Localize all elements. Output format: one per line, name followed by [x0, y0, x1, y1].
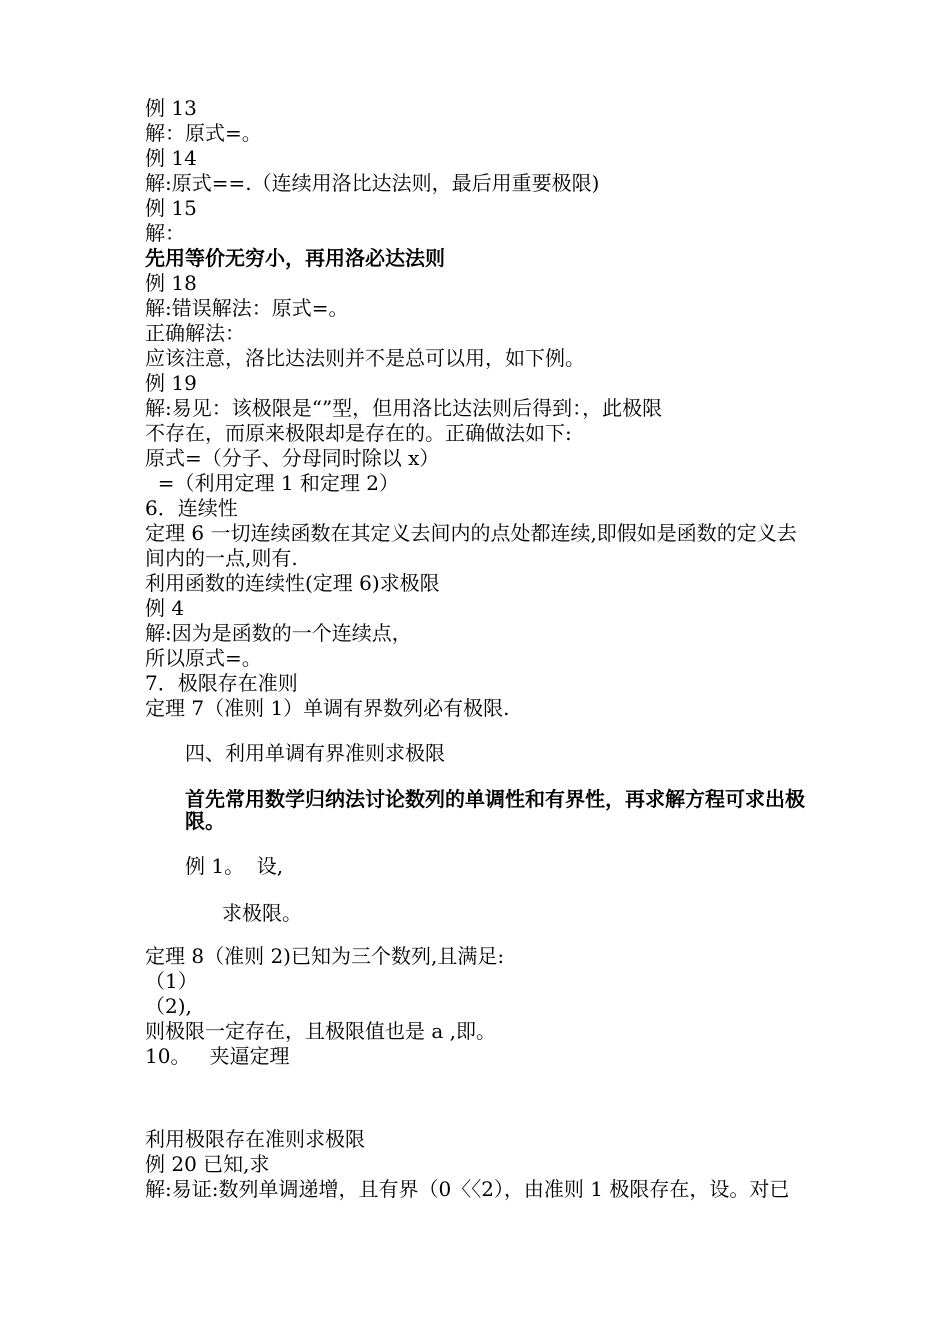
- solution-text: 解:易见：该极限是“”型，但用洛比达法则后得到：，此极限: [145, 396, 663, 420]
- solution-text: 所以原式=。: [145, 646, 262, 670]
- body-text: 则极限一定存在，且极限值也是 a ,即。: [145, 1019, 496, 1043]
- document-page: [145, 96, 810, 1202]
- note-text: 应该注意，洛比达法则并不是总可以用，如下例。: [145, 346, 585, 370]
- example-1-task: 求极限。: [222, 901, 302, 925]
- theorem-6-text: 定理 6 一切连续函数在其定义去间内的点处都连续,即假如是函数的定义去间内的一点,则有.: [145, 521, 797, 570]
- example-20-heading: 例 20 已知,求: [145, 1152, 270, 1176]
- body-text: 利用函数的连续性(定理 6)求极限: [145, 571, 440, 595]
- example-15-heading: 例 15: [145, 196, 197, 220]
- body-text: 利用极限存在准则求极限: [145, 1127, 365, 1151]
- section-heading-squeeze: 10。 夹逼定理: [145, 1044, 290, 1068]
- solution-text: 解:易证:数列单调递增，且有界（0〈〈2），由准则 1 极限存在，设。对已: [145, 1177, 790, 1201]
- condition-2: （2),: [145, 994, 192, 1018]
- solution-text: 不存在，而原来极限却是存在的。正确做法如下:: [145, 421, 572, 445]
- solution-text: 解：: [145, 221, 185, 245]
- example-13-heading: 例 13: [145, 96, 197, 120]
- solution-text: 解：原式=。: [145, 121, 262, 145]
- section-heading-four: 四、利用单调有界准则求极限: [185, 741, 445, 765]
- correct-solution-label: 正确解法：: [145, 321, 245, 345]
- theorem-8-text: 定理 8（准则 2)已知为三个数列,且满足:: [145, 944, 505, 968]
- section-heading-continuity: 6．连续性: [145, 496, 238, 520]
- example-14-heading: 例 14: [145, 146, 197, 170]
- solution-text: 解:原式==.（连续用洛比达法则，最后用重要极限): [145, 171, 600, 195]
- solution-text: 解:因为是函数的一个连续点，: [145, 621, 412, 645]
- wrong-solution-text: 解:错误解法：原式=。: [145, 296, 349, 320]
- example-4-heading: 例 4: [145, 596, 185, 620]
- theorem-7-text: 定理 7（准则 1）单调有界数列必有极限.: [145, 696, 510, 720]
- section-heading-limit-criteria: 7．极限存在准则: [145, 671, 298, 695]
- condition-1: （1）: [145, 969, 198, 993]
- solution-text: 原式=（分子、分母同时除以 x）: [145, 446, 440, 470]
- solution-text: =（利用定理 1 和定理 2）: [145, 471, 399, 495]
- example-18-heading: 例 18: [145, 271, 197, 295]
- bold-method-note: 先用等价无穷小，再用洛必达法则: [145, 246, 445, 270]
- bold-method-paragraph: 首先常用数学归纳法讨论数列的单调性和有界性，再求解方程可求出极限。: [185, 787, 805, 833]
- example-19-heading: 例 19: [145, 371, 197, 395]
- example-1-heading: 例 1。 设,: [185, 854, 284, 878]
